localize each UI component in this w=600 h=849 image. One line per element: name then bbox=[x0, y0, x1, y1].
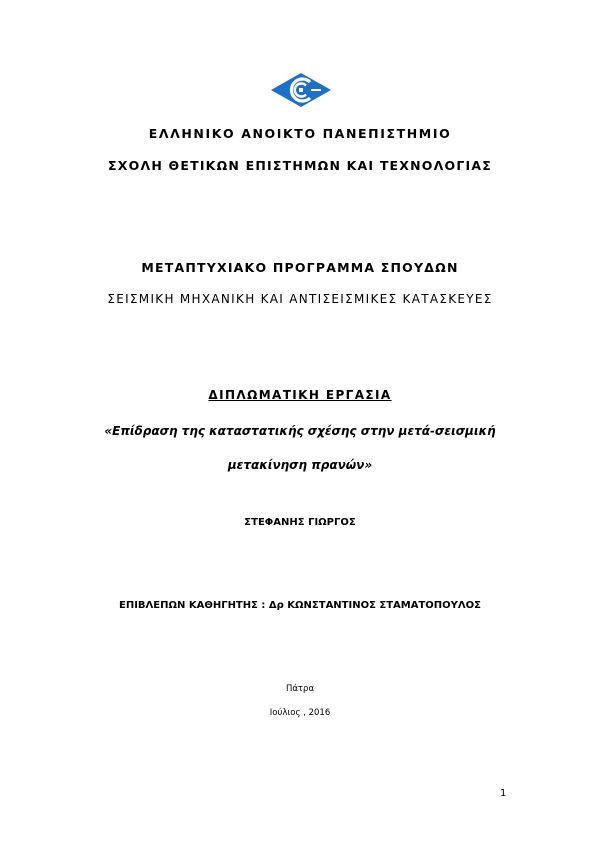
date: Ιούλιος , 2016 bbox=[269, 708, 331, 718]
thesis-title-line-2: μετακίνηση πρανών» bbox=[227, 458, 373, 472]
thesis-title-line-1: «Επίδραση της καταστατικής σχέσης στην μετά-σεισμική bbox=[104, 424, 496, 438]
program-name: ΜΕΤΑΠΤΥΧΙΑΚΟ ΠΡΟΓΡΑΜΜΑ ΣΠΟΥΔΩΝ bbox=[141, 260, 459, 275]
page-number: 1 bbox=[500, 788, 507, 799]
university-logo-icon bbox=[270, 72, 332, 108]
supervisor-line: ΕΠΙΒΛΕΠΩΝ ΚΑΘΗΓΗΤΗΣ : Δρ ΚΩΝΣΤΑΝΤΙΝΟΣ ΣΤΑΜΑΤΟΠΟΥΛΟΣ bbox=[119, 600, 481, 611]
thesis-label: ΔΙΠΛΩΜΑΤΙΚΗ ΕΡΓΑΣΙΑ bbox=[208, 388, 392, 402]
specialization-name: ΣΕΙΣΜΙΚΗ ΜΗΧΑΝΙΚΗ ΚΑΙ ΑΝΤΙΣΕΙΣΜΙΚΕΣ ΚΑΤΑΣΚΕΥΕΣ bbox=[107, 292, 493, 306]
school-name: ΣΧΟΛΗ ΘΕΤΙΚΩΝ ΕΠΙΣΤΗΜΩΝ ΚΑΙ ΤΕΧΝΟΛΟΓΙΑΣ bbox=[108, 158, 492, 173]
author-name: ΣΤΕΦΑΝΗΣ ΓΙΩΡΓΟΣ bbox=[244, 517, 356, 528]
city: Πάτρα bbox=[285, 684, 315, 694]
university-name: ΕΛΛΗΝΙΚΟ ΑΝΟΙΚΤΟ ΠΑΝΕΠΙΣΤΗΜΙΟ bbox=[148, 126, 452, 141]
